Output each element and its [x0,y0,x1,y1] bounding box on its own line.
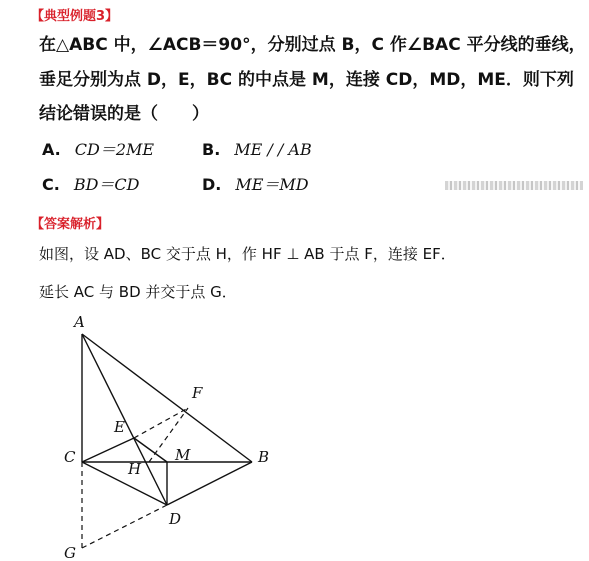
segment-cd [82,462,167,505]
option-b-letter: B. [202,140,221,159]
segment-ef [134,408,188,438]
option-a-text: CD＝2ME [74,140,155,159]
label-h: H [128,460,142,478]
label-a: A [74,313,85,331]
example-tag: 【典型例题3】 [31,9,119,24]
option-b-text: ME / / AB [234,140,312,159]
label-f: F [192,384,203,402]
option-a-letter: A. [42,140,61,159]
label-d: D [169,510,182,528]
label-e: E [114,418,125,436]
option-c[interactable] [42,175,140,195]
label-c: C [64,448,76,466]
geometry-figure [52,310,282,560]
segment-ab [82,334,252,462]
option-d[interactable] [202,175,309,195]
segment-gd [82,505,167,548]
option-b[interactable] [202,140,312,160]
label-g: G [64,544,76,560]
blurred-watermark [445,181,583,190]
option-d-text: ME＝MD [235,175,309,194]
solution-tag: 【答案解析】 [31,217,110,232]
question-line-2: 垂足分别为点 D，E，BC 的中点是 M，连接 CD，MD，ME．则下列 [39,70,574,90]
segment-bd [167,462,252,505]
option-c-text: BD＝CD [73,175,140,194]
option-c-letter: C. [42,175,60,194]
solution-line-2: 延长 AC 与 BD 并交于点 G． [39,283,237,301]
label-b: B [258,448,270,466]
solution-line-1: 如图，设 AD、BC 交于点 H，作 HF ⊥ AB 于点 F，连接 EF． [39,245,456,263]
option-a[interactable] [42,140,154,160]
option-d-letter: D. [202,175,222,194]
segment-ce [82,438,134,462]
label-m: M [175,446,191,464]
question-line-3: 结论错误的是（ ） [39,104,209,124]
question-line-1: 在△ABC 中，∠ACB＝90°，分别过点 B，C 作∠BAC 平分线的垂线， [39,35,586,55]
